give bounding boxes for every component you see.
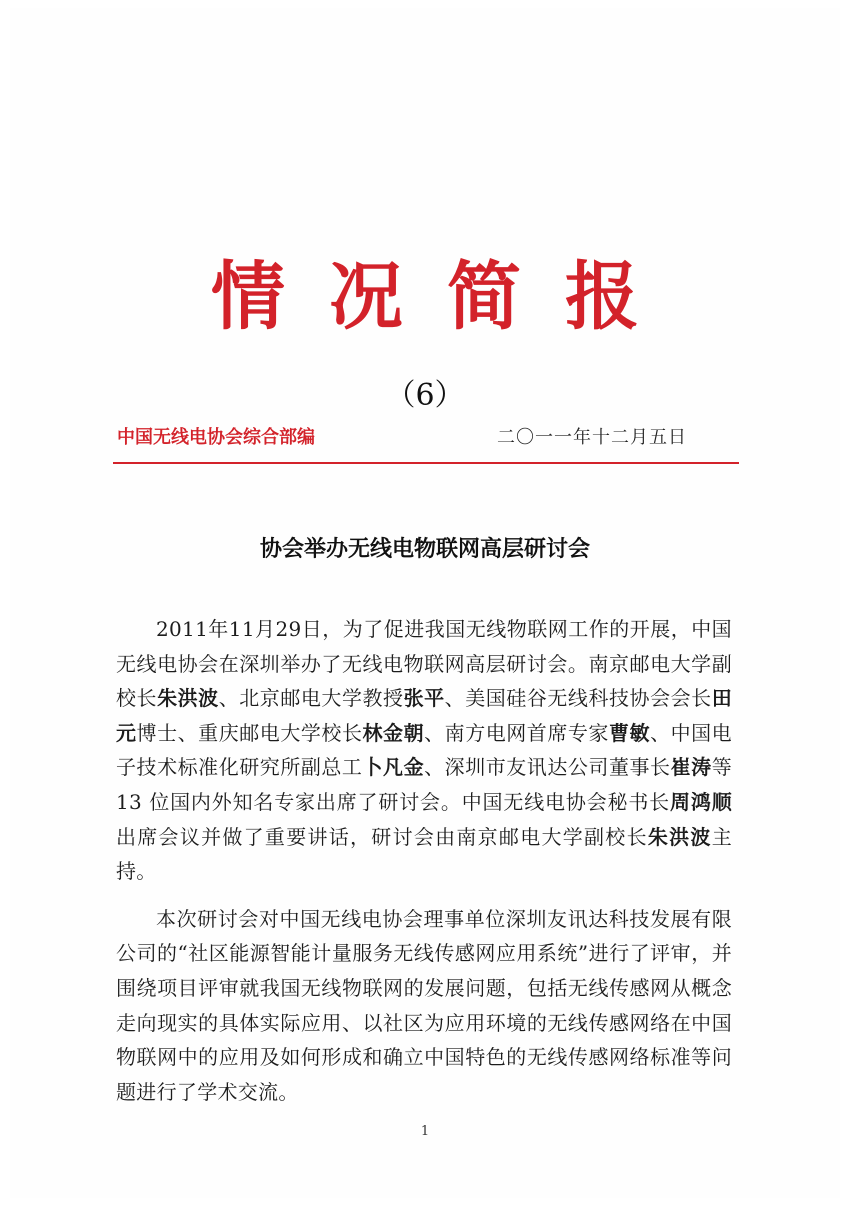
person-name: 周鸿顺 [670,789,732,814]
paragraph-1 [116,612,732,889]
person-name: 曹敏 [608,720,651,745]
person-name: 朱洪波 [647,824,712,849]
person-name: 张平 [403,686,445,711]
issue-number: （6） [385,378,465,413]
article-body [116,612,732,1122]
text-segment: 2011年11月29日，为了促进我国无线物联网工作的开展，中国无线电协会在深圳举办了无线电物联网高层研讨会。南京邮电大学副校长 [116,617,732,711]
text-segment: 、中国电子技术标准化研究所副总工 [116,720,732,780]
editor-line: 中国无线电协会综合部编 [117,427,315,448]
red-divider-rule [113,462,739,464]
person-name: 朱洪波 [157,686,219,711]
text-segment: 、深圳市友讯达公司董事长 [424,755,671,780]
text-segment: 、北京邮电大学教授 [218,686,404,711]
text-segment: 博士、重庆邮电大学校长 [136,720,363,745]
text-segment: 、南方电网首席专家 [424,720,609,745]
person-name: 林金朝 [362,720,425,745]
article-headline: 协会举办无线电物联网高层研讨会 [259,536,590,562]
person-name: 崔涛 [670,755,712,780]
person-name: 田元 [116,686,733,745]
paragraph-2: 本次研讨会对中国无线电协会理事单位深圳友讯达科技发展有限公司的“社区能源智能计量服务无线传感网应用系统”进行了评审，并围绕项目评审就我国无线物联网的发展问题，包括无线传感网从概念走向现实的具体实际应用、以社区为应用环境的无线传感网络在中国物联网中的应用及如何形成和确立中国特色的无线传感网络标准等问题进行了学术交流。 [116,906,732,1104]
masthead-title: 情况简报 [211,254,683,340]
text-segment: 出席会议并做了重要讲话，研讨会由南京邮电大学副校长 [116,824,648,849]
text-segment: 、美国硅谷无线科技协会会长 [444,686,712,711]
page-number: 1 [420,1124,430,1139]
issue-date: 二〇一一年十二月五日 [497,427,687,448]
text-segment: 等 13 位国内外知名专家出席了研讨会。中国无线电协会秘书长 [116,755,732,814]
person-name: 卜凡金 [362,755,425,780]
text-segment: 主持。 [116,824,732,884]
